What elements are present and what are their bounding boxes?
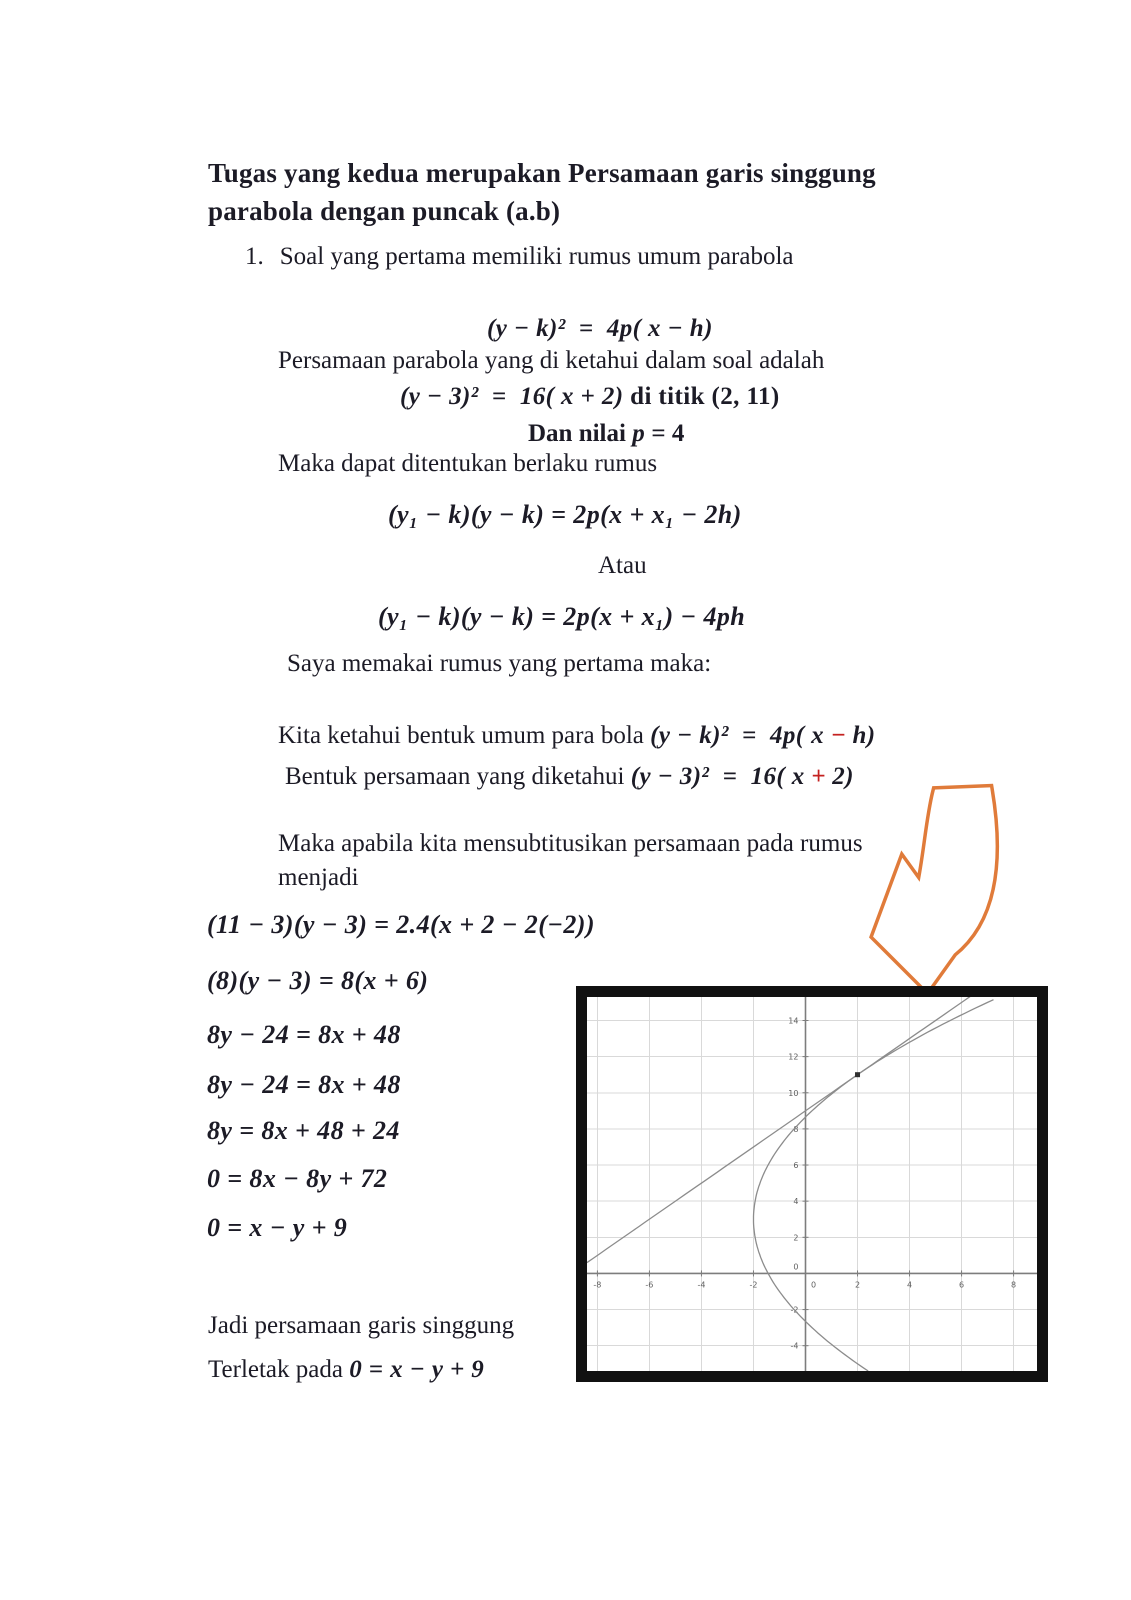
conclusion-line-1: Jadi persamaan garis singgung xyxy=(208,1312,515,1339)
list-item-text: Soal yang pertama memiliki rumus umum parabola xyxy=(279,243,794,270)
derivation-step-3: 8y − 24 = 8x + 48 xyxy=(207,1020,401,1049)
y-tick-label: 2 xyxy=(793,1233,799,1243)
parabola-graph-canvas xyxy=(587,997,1037,1371)
derivation-step-7: 0 = x − y + 9 xyxy=(207,1213,348,1242)
x-tick-label: 8 xyxy=(1011,1280,1017,1290)
x-tick-label: -4 xyxy=(697,1280,706,1290)
y-tick-label: 10 xyxy=(788,1088,799,1098)
y-tick-label: -4 xyxy=(790,1341,799,1351)
y-tick-label: 14 xyxy=(788,1016,799,1026)
y-tick-label: 4 xyxy=(793,1197,799,1207)
y-tick-label: 12 xyxy=(788,1052,799,1062)
point-label: di titik (2, 11) xyxy=(623,383,780,410)
document-title-line1: Tugas yang kedua merupakan Persamaan garis singgung xyxy=(208,158,876,188)
curved-arrow-annotation xyxy=(850,778,1010,996)
derivation-step-2: (8)(y − 3) = 8(x + 6) xyxy=(207,966,429,995)
y-tick-label: -2 xyxy=(790,1305,799,1315)
or-label: Atau xyxy=(598,552,647,579)
y-tick-label: 8 xyxy=(793,1124,799,1134)
derivation-step-6: 0 = 8x − 8y + 72 xyxy=(207,1164,388,1193)
parabola-graph-figure xyxy=(576,986,1048,1382)
paragraph-choice: Saya memakai rumus yang pertama maka: xyxy=(287,650,712,677)
paragraph-substitution-2: menjadi xyxy=(278,864,359,891)
list-item-1 xyxy=(245,243,794,272)
document-title-line2: parabola dengan puncak (a.b) xyxy=(208,196,561,226)
red-minus-sign: − xyxy=(830,722,846,749)
formula-tangent-rule-2: (y₁ − k)(y − k) = 2p(x + x₁) − 4ph xyxy=(378,602,746,631)
list-item-number: 1. xyxy=(245,243,264,270)
conclusion-line-2: Terletak pada 0 = x − y + 9 xyxy=(208,1356,485,1383)
formula-general-parabola: (y − k)² = 4p( x − h) xyxy=(487,315,713,342)
x-tick-label: 2 xyxy=(854,1280,861,1290)
formula-given-parabola: (y − 3)² = 16( x + 2) di titik (2, 11) xyxy=(400,383,780,410)
p-value-line: Dan nilai p = 4 xyxy=(528,420,685,447)
derivation-step-4: 8y − 24 = 8x + 48 xyxy=(207,1070,401,1099)
x-tick-label: -2 xyxy=(749,1280,758,1290)
x-tick-label: -6 xyxy=(645,1280,654,1290)
x-tick-label: -8 xyxy=(593,1280,602,1290)
tangent-line-curve xyxy=(587,997,971,1263)
paragraph-rule-intro: Maka dapat ditentukan berlaku rumus xyxy=(278,450,658,477)
x-tick-label: 6 xyxy=(959,1280,965,1290)
x-tick-label: 4 xyxy=(906,1280,913,1290)
known-given-line: Bentuk persamaan yang diketahui (y − 3)² = 16( x + 2) xyxy=(285,763,854,790)
y-tick-label: 6 xyxy=(793,1161,799,1171)
red-plus-sign: + xyxy=(811,763,826,790)
tangent-point xyxy=(855,1072,860,1077)
formula-tangent-rule-1: (y₁ − k)(y − k) = 2p(x + x₁ − 2h) xyxy=(388,500,742,529)
derivation-step-5: 8y = 8x + 48 + 24 xyxy=(207,1116,400,1145)
derivation-step-1: (11 − 3)(y − 3) = 2.4(x + 2 − 2(−2)) xyxy=(207,910,595,939)
paragraph-substitution-1: Maka apabila kita mensubtitusikan persamaan pada rumus xyxy=(278,830,863,857)
x-tick-label: 0 xyxy=(810,1280,817,1290)
known-general-line: Kita ketahui bentuk umum para bola (y − k)² = 4p( x − h) xyxy=(278,722,876,749)
paragraph-known-equation: Persamaan parabola yang di ketahui dalam soal adalah xyxy=(278,347,825,374)
y-tick-label: 0 xyxy=(793,1262,799,1272)
